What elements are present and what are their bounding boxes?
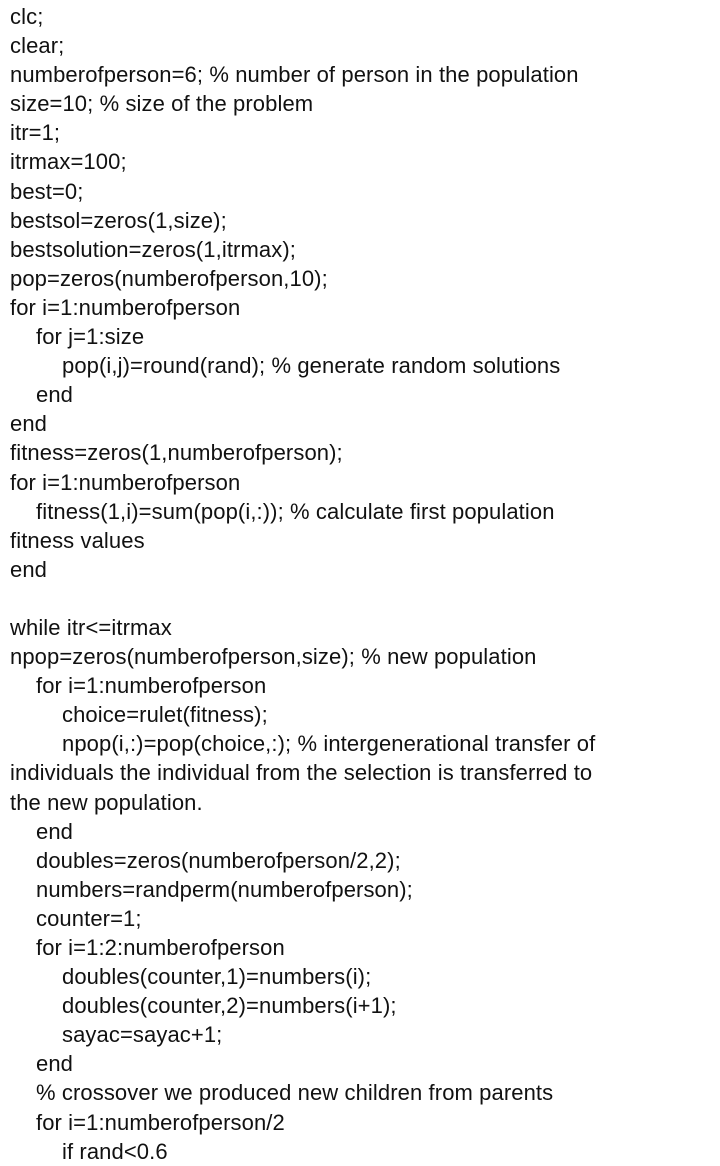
code-line: end [36, 1051, 74, 1077]
code-line: pop=zeros(numberofperson,10); [10, 265, 328, 291]
code-line: size=10; % size of the problem [10, 91, 314, 117]
code-line: itrmax=100; [10, 149, 127, 175]
code-line: counter=1; [36, 905, 142, 931]
code-line: bestsolution=zeros(1,itrmax); [10, 236, 296, 262]
code-line: for j=1:size [36, 324, 145, 350]
code-line: end [36, 382, 74, 408]
code-line: choice=rulet(fitness); [62, 702, 268, 728]
code-line: npop(i,:)=pop(choice,:); % intergenerational transfer of [62, 731, 596, 757]
code-line: itr=1; [10, 120, 61, 146]
code-line: individuals the individual from the selection is transferred to [10, 760, 593, 786]
code-line: npop=zeros(numberofperson,size); % new population [10, 644, 537, 670]
code-line: if rand<0.6 [62, 1138, 168, 1164]
code-line: doubles=zeros(numberofperson/2,2); [36, 847, 401, 873]
code-line: fitness values [10, 527, 145, 553]
code-line: numbers=randperm(numberofperson); [36, 876, 413, 902]
code-line: bestsol=zeros(1,size); [10, 207, 227, 233]
code-line: end [10, 411, 48, 437]
code-line: doubles(counter,2)=numbers(i+1); [62, 993, 397, 1019]
code-line: doubles(counter,1)=numbers(i); [62, 964, 372, 990]
code-line: end [10, 556, 48, 582]
code-line: for i=1:numberofperson/2 [36, 1109, 285, 1135]
code-line: the new population. [10, 789, 203, 815]
code-line: end [36, 818, 74, 844]
code-line: for i=1:numberofperson [10, 469, 241, 495]
code-line: sayac=sayac+1; [62, 1022, 223, 1048]
code-line: fitness=zeros(1,numberofperson); [10, 440, 343, 466]
code-line: best=0; [10, 178, 84, 204]
code-line: clc; [10, 4, 44, 29]
code-line: for i=1:2:numberofperson [36, 935, 285, 960]
code-line: numberofperson=6; % number of person in the population [10, 62, 579, 88]
code-line: for i=1:numberofperson [36, 673, 267, 699]
code-line: while itr<=itrmax [10, 614, 172, 640]
code-line: fitness(1,i)=sum(pop(i,:)); % calculate first population [36, 498, 555, 524]
code-line: pop(i,j)=round(rand); % generate random solutions [62, 353, 561, 379]
blank-line [10, 584, 710, 613]
code-line: % crossover we produced new children from parents [36, 1080, 554, 1106]
code-line: for i=1:numberofperson [10, 294, 241, 320]
code-line: clear; [10, 33, 65, 59]
